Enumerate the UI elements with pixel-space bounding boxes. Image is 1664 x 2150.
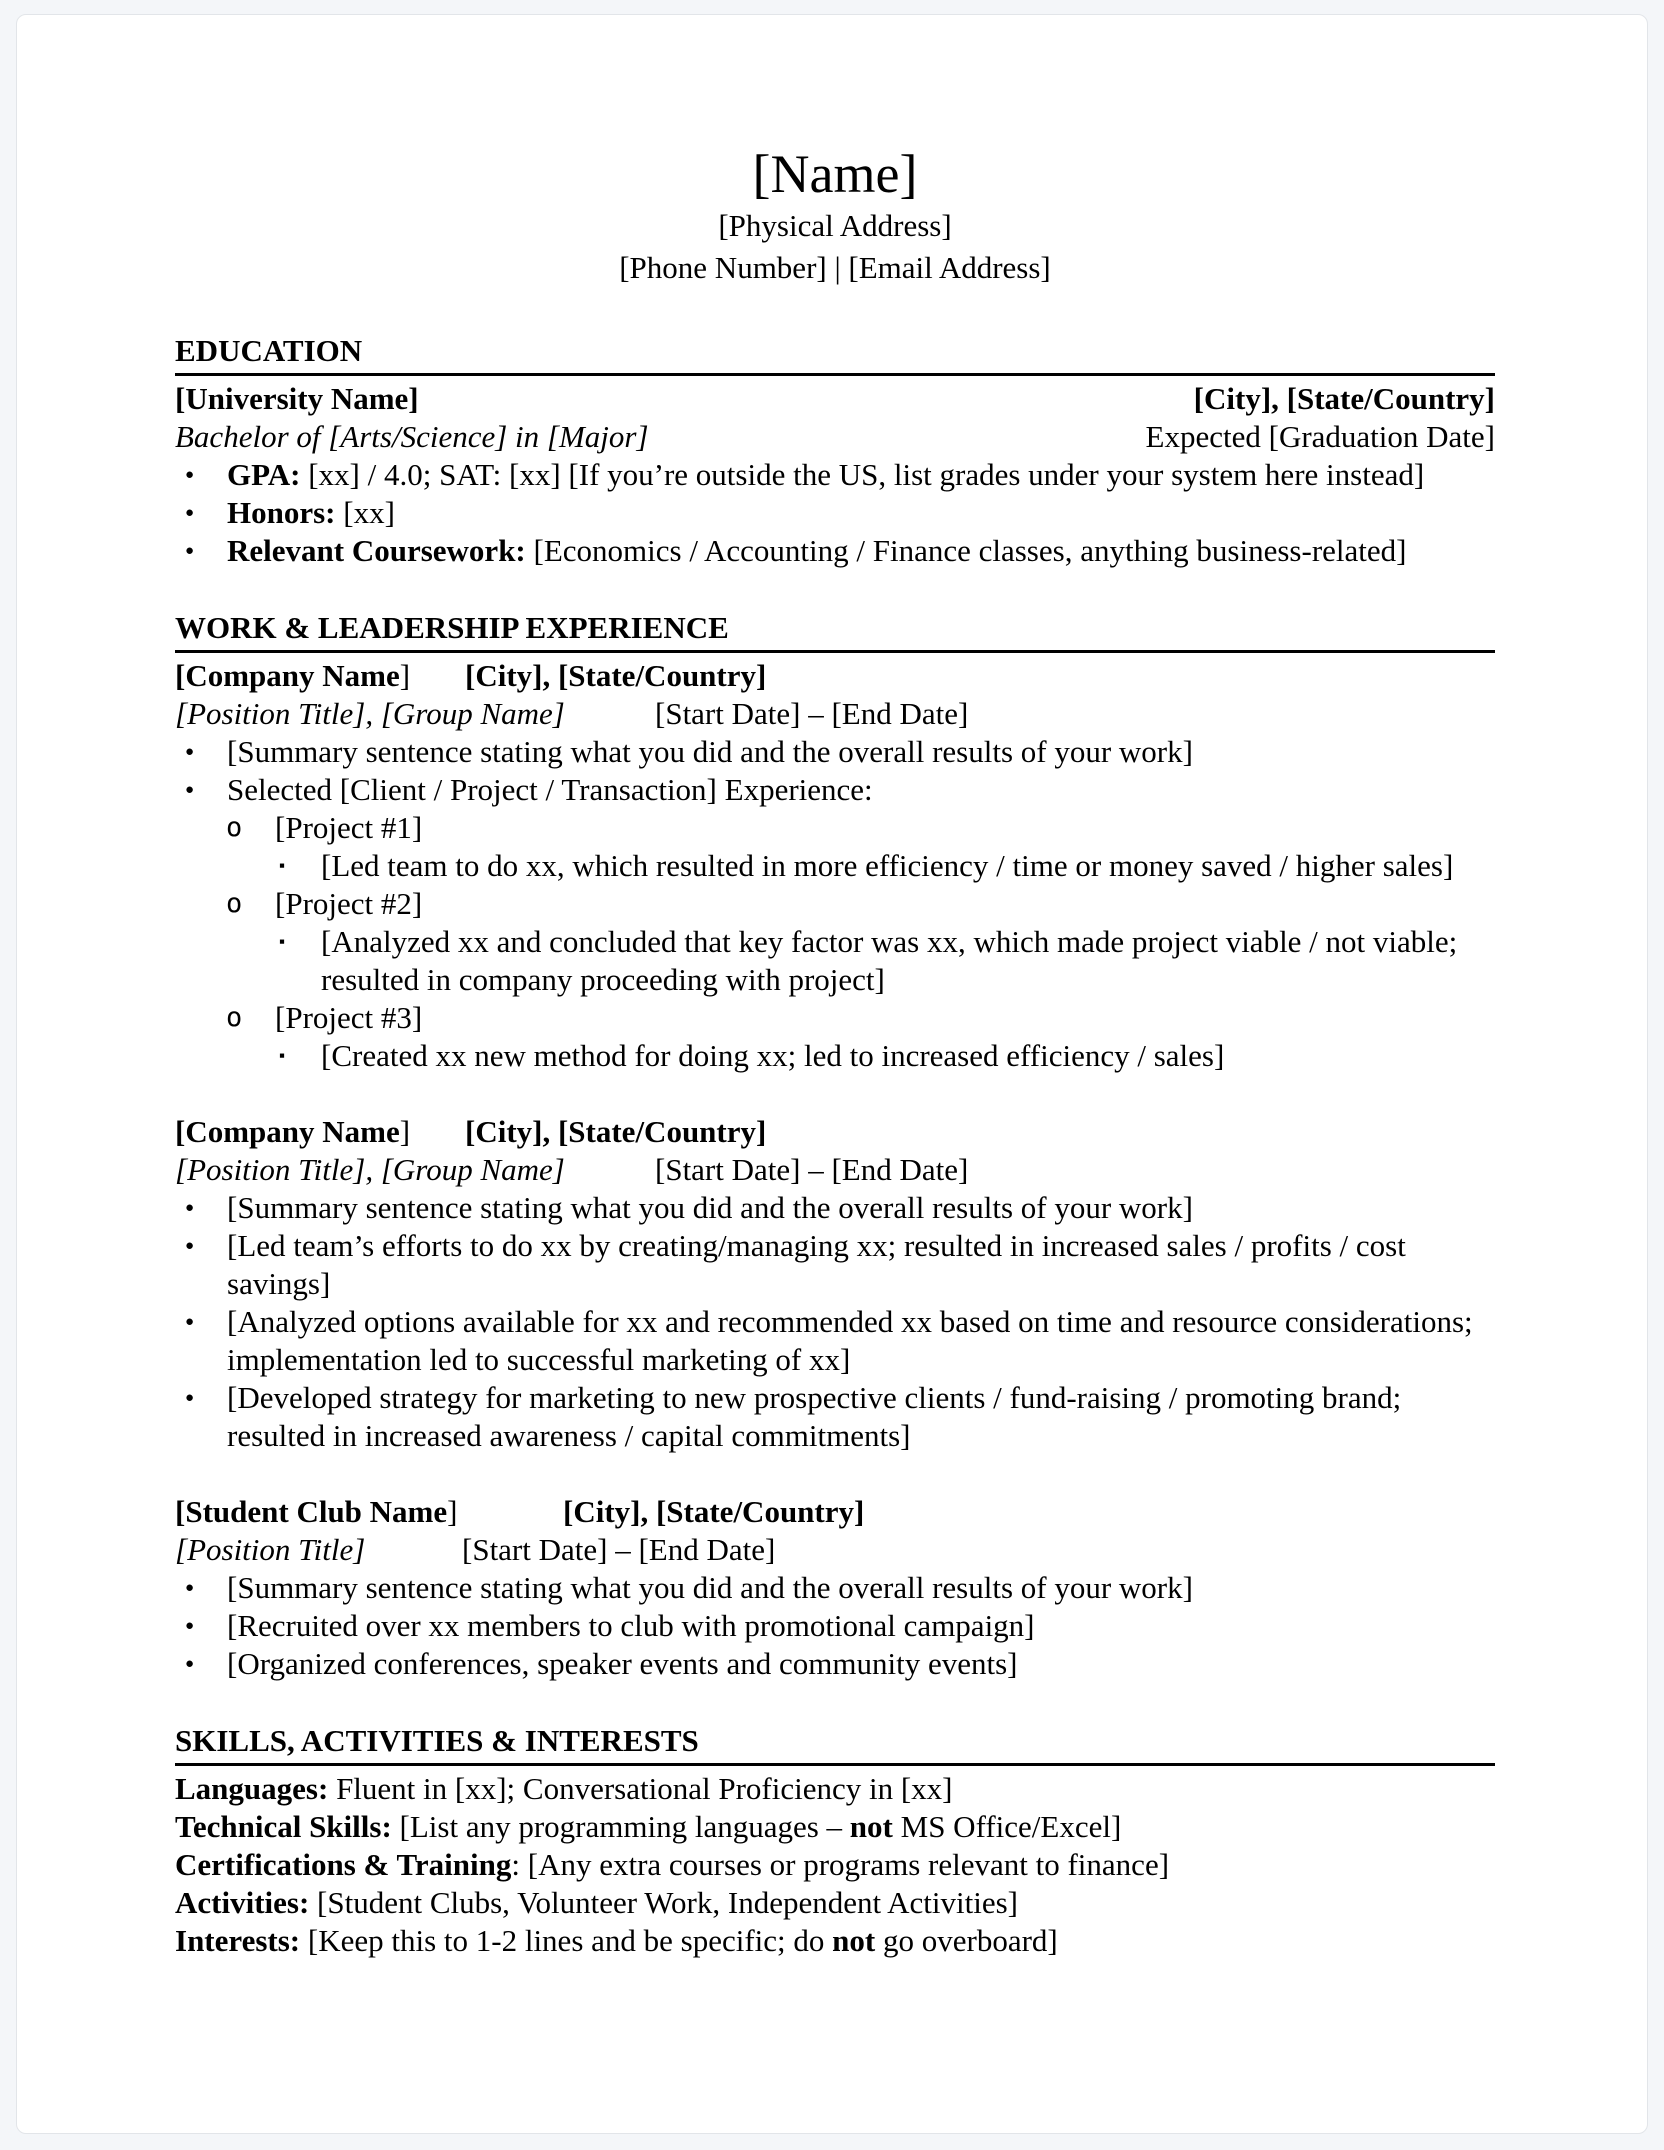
bullet-text — [321, 847, 1495, 885]
text-segment: [Project #3] — [275, 1000, 423, 1035]
bullet-item — [175, 809, 1495, 847]
text-segment: Relevant Coursework: — [227, 533, 526, 568]
bullet-item — [175, 1379, 1495, 1455]
text-segment: [City], [State/Country] — [465, 1114, 767, 1149]
text-segment: Activities: — [175, 1885, 310, 1920]
bullet-item — [175, 1607, 1495, 1645]
text-segment: [Led team’s efforts to do xx by creating/managing xx; resulted in increased sales / profits / cost savings] — [227, 1228, 1406, 1301]
text-segment: Interests: — [175, 1923, 301, 1958]
text-segment: [Developed strategy for marketing to new prospective clients / fund-raising / promoting brand; resulted in increased awareness / capital commitments] — [227, 1380, 1402, 1453]
entry-name-row-left — [175, 1493, 563, 1531]
phone-email-line: [Phone Number] | [Email Address] — [619, 250, 1051, 285]
text-segment: Expected [Graduation Date] — [1145, 419, 1495, 454]
text-segment: Bachelor of [Arts/Science] in [Major] — [175, 419, 649, 454]
education-heading: EDUCATION — [175, 331, 1495, 376]
bullet-marker-icon: ● — [185, 782, 195, 798]
skills-lines — [175, 1770, 1495, 1960]
text-segment: [Position Title], [Group Name] — [175, 1152, 565, 1187]
bullet-text — [227, 1569, 1495, 1607]
entry-name-row — [175, 657, 1495, 695]
bullet-marker-icon: ● — [185, 505, 195, 521]
entry-name-row — [175, 1493, 1495, 1531]
bullet-item — [175, 999, 1495, 1037]
text-segment: [Position Title] — [175, 1532, 366, 1567]
bullet-item — [175, 532, 1495, 570]
bullet-item — [175, 1189, 1495, 1227]
skills-line — [175, 1922, 1495, 1960]
text-segment: MS Office/Excel] — [892, 1809, 1122, 1844]
bullet-text — [227, 1227, 1495, 1303]
text-segment: [Project #2] — [275, 886, 423, 921]
bullet-text — [275, 885, 1495, 923]
bullet-item — [175, 771, 1495, 809]
bullet-item — [175, 1303, 1495, 1379]
text-segment: GPA: — [227, 457, 301, 492]
entry-position-row — [175, 1151, 1495, 1189]
bullet-item — [175, 923, 1495, 999]
bullet-marker-icon: ● — [185, 1238, 195, 1254]
text-segment: [xx] — [335, 495, 395, 530]
text-segment: [Analyzed xx and concluded that key factor was xx, which made project viable / not viable; resulted in company proceeding with project] — [321, 924, 1458, 997]
resume-page — [16, 14, 1648, 2134]
entry-position-row — [175, 1531, 1495, 1569]
entry-position-row-left — [175, 1531, 462, 1569]
text-segment: [Keep this to 1-2 lines and be specific; do — [300, 1923, 833, 1958]
bullet-marker-icon: ▪ — [279, 856, 286, 875]
bullet-marker-icon: o — [226, 1002, 243, 1033]
bullet-text — [227, 771, 1495, 809]
bullet-text — [321, 923, 1495, 999]
skills-heading: SKILLS, ACTIVITIES & INTERESTS — [175, 1721, 1495, 1766]
bullet-item — [175, 1037, 1495, 1075]
physical-address: [Physical Address] — [718, 208, 952, 243]
resume-content — [17, 15, 1647, 1960]
entry-position-row-left — [175, 1151, 655, 1189]
experience-entry — [175, 657, 1495, 1075]
bullet-marker-icon: ● — [185, 1618, 195, 1634]
text-segment: [Company Name — [175, 1114, 400, 1149]
entry-name-row-right — [563, 1493, 864, 1531]
resume-header — [175, 143, 1495, 289]
entry-name-row-right — [465, 657, 766, 695]
entry-position-row-right — [655, 1151, 968, 1189]
text-segment: [Created xx new method for doing xx; led to increased efficiency / sales] — [321, 1038, 1225, 1073]
bullet-text — [275, 809, 1495, 847]
bullet-text — [227, 532, 1495, 570]
text-segment: ] — [399, 1114, 411, 1149]
bullet-item — [175, 494, 1495, 532]
bullet-item — [175, 1645, 1495, 1683]
bullet-marker-icon: ● — [185, 543, 195, 559]
text-segment: Languages: — [175, 1771, 329, 1806]
bullet-text — [227, 1379, 1495, 1455]
text-segment: go overboard] — [875, 1923, 1058, 1958]
entry-position-row-right — [655, 695, 968, 733]
bullet-item — [175, 456, 1495, 494]
text-segment: [Start Date] – [End Date] — [462, 1532, 776, 1567]
text-segment: [Company Name — [175, 658, 400, 693]
bullet-item — [175, 885, 1495, 923]
bullet-item — [175, 1227, 1495, 1303]
text-segment: [City], [State/Country] — [563, 1494, 865, 1529]
bullet-text — [227, 1607, 1495, 1645]
university-name — [175, 380, 419, 418]
entry-name-row-left — [175, 657, 465, 695]
text-segment: [Student Club Name — [175, 1494, 448, 1529]
skills-line — [175, 1884, 1495, 1922]
skills-line — [175, 1770, 1495, 1808]
text-segment: [Position Title], [Group Name] — [175, 696, 565, 731]
bullet-text — [321, 1037, 1495, 1075]
bullet-text — [227, 1303, 1495, 1379]
text-segment: Selected [Client / Project / Transaction] Experience: — [227, 772, 873, 807]
text-segment: not — [849, 1809, 893, 1844]
bullet-marker-icon: ● — [185, 1314, 195, 1330]
text-segment: not — [832, 1923, 876, 1958]
text-segment: [Project #1] — [275, 810, 423, 845]
text-segment: Certifications & Training — [175, 1847, 512, 1882]
text-segment: [Summary sentence stating what you did and the overall results of your work] — [227, 734, 1193, 769]
experience-entries — [175, 657, 1495, 1683]
bullet-item — [175, 733, 1495, 771]
text-segment: [Summary sentence stating what you did and the overall results of your work] — [227, 1190, 1193, 1225]
text-segment: [Recruited over xx members to club with promotional campaign] — [227, 1608, 1035, 1643]
text-segment: [City], [State/Country] — [1193, 381, 1495, 416]
bullet-marker-icon: o — [226, 812, 243, 843]
text-segment: : [Any extra courses or programs relevant to finance] — [511, 1847, 1170, 1882]
text-segment: [Economics / Accounting / Finance classes, anything business-related] — [525, 533, 1407, 568]
bullet-text — [227, 733, 1495, 771]
skills-line — [175, 1808, 1495, 1846]
text-segment: [Student Clubs, Volunteer Work, Independent Activities] — [309, 1885, 1018, 1920]
resume-name: [Name] — [752, 144, 918, 204]
text-segment: Honors: — [227, 495, 336, 530]
bullet-text — [227, 494, 1495, 532]
bullet-text — [227, 1645, 1495, 1683]
text-segment: [Summary sentence stating what you did and the overall results of your work] — [227, 1570, 1193, 1605]
text-segment: [Organized conferences, speaker events and community events] — [227, 1646, 1018, 1681]
text-segment: [University Name] — [175, 381, 419, 416]
bullet-text — [275, 999, 1495, 1037]
bullet-item — [175, 847, 1495, 885]
education-degree-row — [175, 418, 1495, 456]
skills-line — [175, 1846, 1495, 1884]
bullet-text — [227, 1189, 1495, 1227]
degree-title — [175, 418, 649, 456]
entry-name-row — [175, 1113, 1495, 1151]
text-segment: [List any programming languages – — [391, 1809, 850, 1844]
entry-position-row-right — [462, 1531, 775, 1569]
graduation-date — [1146, 418, 1495, 456]
text-segment: [Start Date] – [End Date] — [655, 1152, 969, 1187]
text-segment: [Start Date] – [End Date] — [655, 696, 969, 731]
text-segment: ] — [399, 658, 411, 693]
entry-position-row-left — [175, 695, 655, 733]
experience-entry — [175, 1493, 1495, 1683]
entry-name-row-right — [465, 1113, 766, 1151]
text-segment: [Analyzed options available for xx and recommended xx based on time and resource considerations; implementation led to successful marketing of xx] — [227, 1304, 1473, 1377]
education-bullets — [175, 456, 1495, 570]
education-university-row — [175, 380, 1495, 418]
text-segment: Fluent in [xx]; Conversational Proficiency in [xx] — [328, 1771, 953, 1806]
bullet-item — [175, 1569, 1495, 1607]
text-segment: Technical Skills: — [175, 1809, 392, 1844]
bullet-marker-icon: ● — [185, 467, 195, 483]
text-segment: ] — [447, 1494, 458, 1529]
bullet-marker-icon: o — [226, 888, 243, 919]
entry-name-row-left — [175, 1113, 465, 1151]
experience-heading: WORK & LEADERSHIP EXPERIENCE — [175, 608, 1495, 653]
text-segment: [City], [State/Country] — [465, 658, 767, 693]
bullet-marker-icon: ● — [185, 1656, 195, 1672]
bullet-marker-icon: ▪ — [279, 932, 286, 951]
bullet-text — [227, 456, 1495, 494]
entry-position-row — [175, 695, 1495, 733]
experience-entry — [175, 1113, 1495, 1455]
bullet-marker-icon: ● — [185, 1200, 195, 1216]
bullet-marker-icon: ● — [185, 1390, 195, 1406]
bullet-marker-icon: ▪ — [279, 1046, 286, 1065]
bullet-marker-icon: ● — [185, 744, 195, 760]
text-segment: [xx] / 4.0; SAT: [xx] [If you’re outside the US, list grades under your system here instead] — [300, 457, 1425, 492]
text-segment: [Led team to do xx, which resulted in more efficiency / time or money saved / higher sales] — [321, 848, 1454, 883]
university-location — [1194, 380, 1495, 418]
bullet-marker-icon: ● — [185, 1580, 195, 1596]
